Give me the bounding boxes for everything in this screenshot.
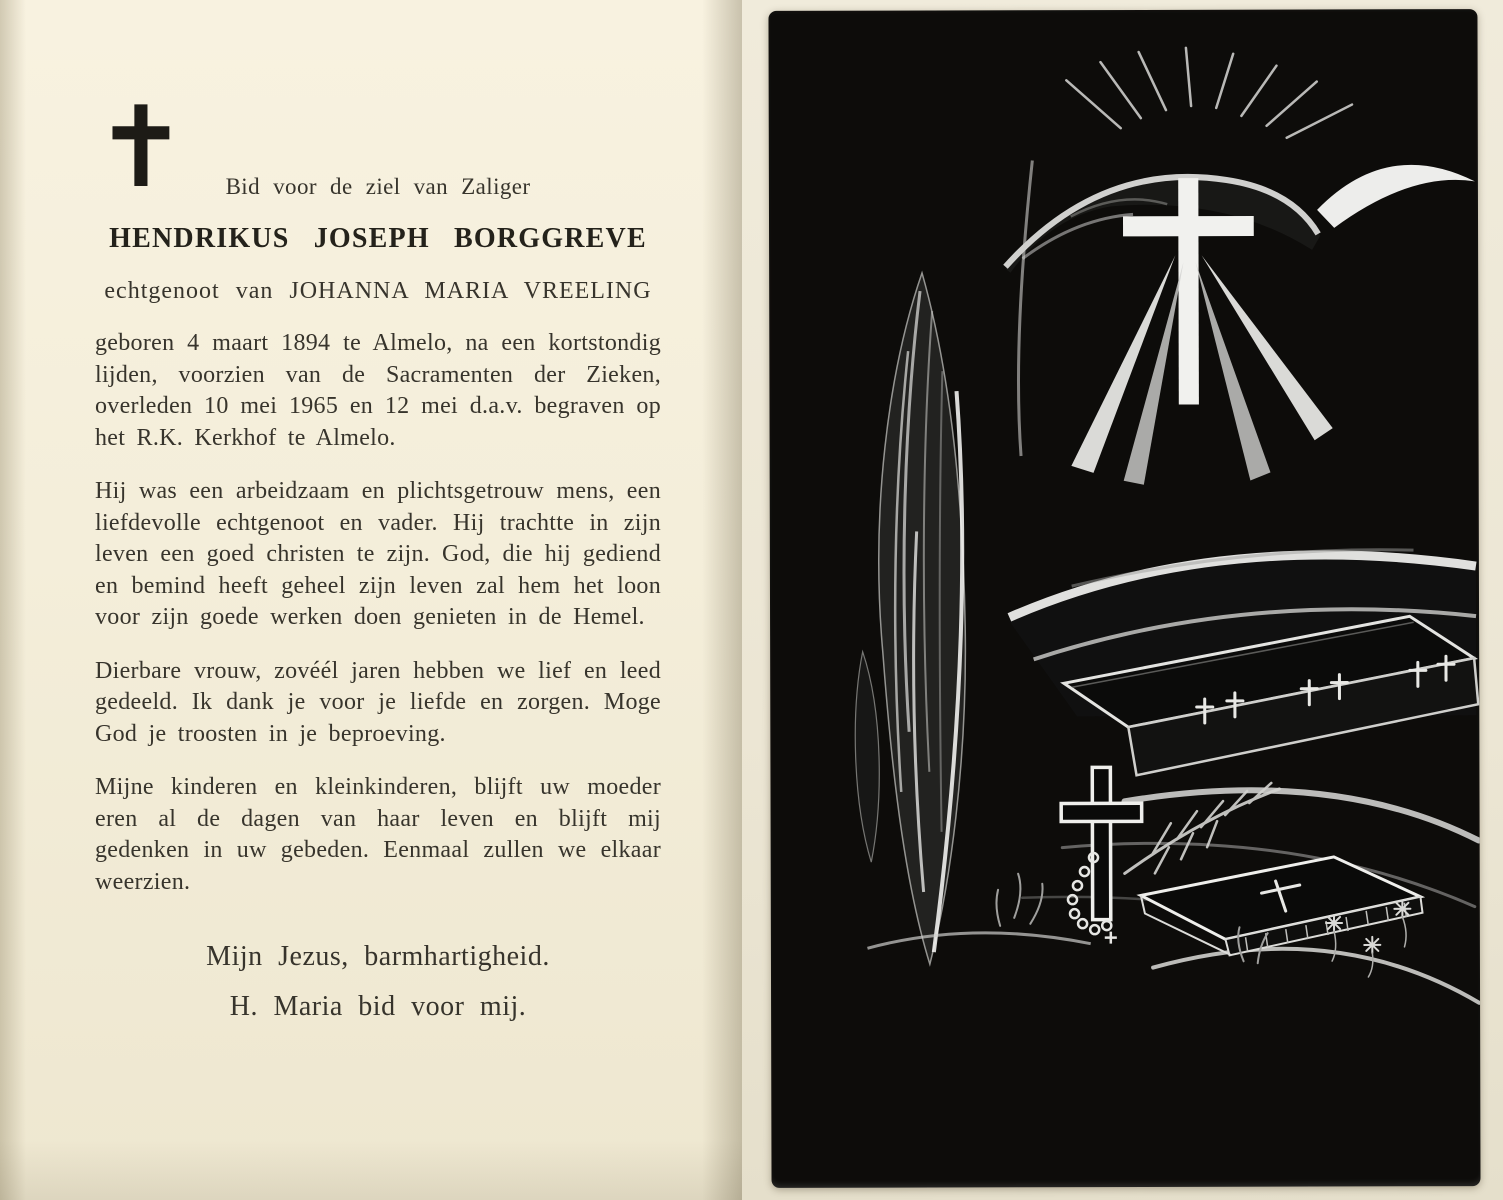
closing-prayer-line: H. Maria bid voor mij. [229, 991, 527, 1022]
light-beams-icon [1071, 255, 1333, 485]
intro-line: Bid voor de ziel van Zaliger [225, 174, 531, 199]
black-illustration-card [768, 9, 1480, 1188]
latin-cross-icon: ✝ [94, 83, 188, 213]
memorial-paragraph-children: Mijne kinderen en kleinkinderen, blijft uw moeder eren al de dagen van haar leven en blijft mij gedenken in uw gebeden. Eenmaal zullen we elkaar weerzien. [95, 774, 661, 895]
memorial-illustration [768, 9, 1480, 1188]
deceased-name: HENDRIKUS JOSEPH BORGGREVE [109, 223, 647, 254]
memorial-paragraph-character: Hij was een arbeidzaam en plichtsgetrouw mens, een liefdevolle echtgenoot en vader. Hij trachtte in zijn leven een goed christen te zijn. God, die hij gediend en bemind heeft geheel zijn leven zal hem het loon voor zijn goede werken doen genieten in de Hemel. [95, 478, 661, 630]
spouse-line: echtgenoot van JOHANNA MARIA VREELING [104, 278, 652, 304]
scan-shadow [0, 1140, 742, 1200]
background-tree-line [1018, 160, 1033, 456]
closing-prayer-line: Mijn Jezus, barmhartigheid. [206, 941, 550, 972]
memorial-paragraph-wife: Dierbare vrouw, zovéél jaren hebben we lief en leed gedeeld. Ik dank je voor je liefde en zorgen. Moge God je troosten in je beproeving. [95, 657, 661, 747]
prayer-card-illustration-side [742, 0, 1503, 1200]
prayer-card-text-side [0, 0, 742, 1200]
text-block [95, 0, 661, 1024]
light-rays-icon [1066, 47, 1352, 138]
memorial-paragraph-dates: geboren 4 maart 1894 te Almelo, na een kortstondig lijden, voorzien van de Sacramenten der Zieken, overleden 10 mei 1965 en 12 mei d.a.v. begraven op het R.K. Kerkhof te Almelo. [95, 330, 661, 451]
